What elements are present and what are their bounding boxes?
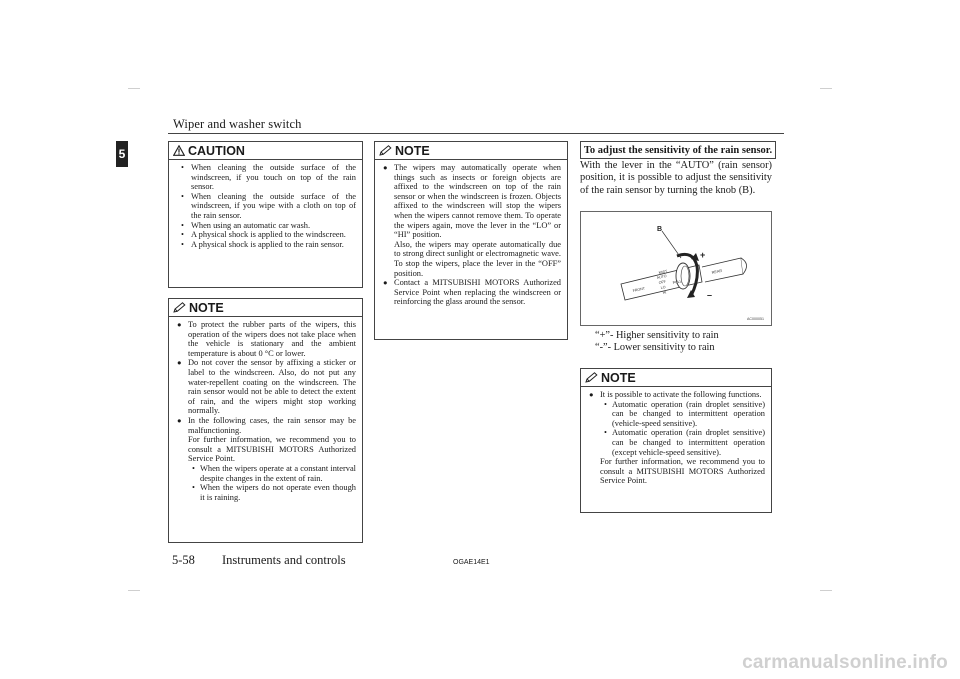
list-item: ● The wipers may automatically operate when things such as insects or foreign objects are affixed to the windscreen on top of the rain sensor or when the windscreen is frozen. Objects affixed to the windscreen will stop the wipers when the wipers cannot remove them. To operate the wipers again, move the lever in the “LO” or “HI” position. — [383, 163, 561, 240]
note-sublist — [188, 464, 356, 502]
note-box — [168, 298, 363, 543]
note-subitem: When the wipers operate at a constant interval despite changes in the extent of rain. — [200, 463, 356, 483]
caution-box — [168, 141, 363, 288]
list-item: • A physical shock is applied to the windscreen. — [181, 230, 356, 240]
section-paragraph: With the lever in the “AUTO” (rain sensor) position, it is possible to adjust the sensitivity of the rain sensor by turning the knob (B). — [580, 160, 772, 196]
note-sublist — [600, 400, 765, 458]
watermark: carmanualsonline.info — [742, 652, 948, 673]
note-pencil-icon — [379, 145, 392, 156]
note-body — [169, 317, 362, 506]
section-title: To adjust the sensitivity of the rain sensor. — [580, 141, 776, 159]
wiper-lever-illustration — [581, 212, 771, 325]
note-label: NOTE — [189, 300, 224, 315]
note-item: Do not cover the sensor by affixing a sticker or label to the windscreen. Also, do not put any water-repellent coating on the windscreen. The rain sensor would not be able to detect the extent of rain, and the wipers might stop working normally. — [188, 358, 356, 416]
list-item: ● Contact a MITSUBISHI MOTORS Authorized Service Point when replacing the windscreen or reinforcing the glass around the sensor. — [383, 278, 561, 307]
list-item: • When cleaning the outside surface of the windscreen, if you wipe with a cloth on top of the rain sensor. — [181, 191, 356, 220]
crop-mark — [128, 88, 140, 89]
sensitivity-lower: “-”- Lower sensitivity to rain — [595, 342, 715, 353]
note-subitem: Automatic operation (rain droplet sensitive) can be changed to intermittent operation (vehicle-speed sensitive). — [612, 399, 765, 428]
note-header — [375, 142, 567, 160]
caution-item: A physical shock is applied to the windscreen. — [191, 230, 346, 240]
note-subitem: Automatic operation (rain droplet sensitive) can be changed to intermittent operation (except vehicle-speed sensitive). — [612, 428, 765, 457]
text-off: OFF — [658, 279, 667, 285]
page-header-title: Wiper and washer switch — [173, 117, 302, 131]
note-body — [375, 160, 567, 311]
list-item: ● Do not cover the sensor by affixing a sticker or label to the windscreen. Also, do not put any water-repellent coating on the windscreen. The rain sensor would not be able to detect the extent of rain, and the wipers might stop working normally. — [177, 358, 356, 416]
chapter-tab: 5 — [116, 141, 128, 167]
text-hi: HI — [662, 290, 667, 295]
text-auto: AUTO — [656, 274, 667, 280]
note-item: It is possible to activate the following functions. — [600, 390, 762, 399]
label-minus: – — [707, 290, 713, 300]
note-subitem: When the wipers do not operate even though it is raining. — [200, 483, 356, 502]
warning-triangle-icon — [173, 145, 185, 156]
note-body — [581, 387, 771, 490]
caution-item: When cleaning the outside surface of the windscreen, if you wipe with a cloth on top of the rain sensor. — [191, 191, 356, 220]
text-mist: MIST — [658, 269, 668, 275]
note-pencil-icon — [173, 302, 186, 313]
list-item: • Automatic operation (rain droplet sensitive) can be changed to intermittent operation (except vehicle-speed sensitive). — [604, 428, 765, 457]
note-box — [580, 368, 772, 513]
figure-code: AC000051 — [747, 317, 764, 321]
note-item: To protect the rubber parts of the wipers, this operation of the wipers does not take place when the vehicle is stationary and the ambient temperature is about 0 °C or lower. — [188, 320, 356, 358]
caution-list — [169, 160, 362, 253]
note-label: NOTE — [601, 370, 636, 385]
sensitivity-higher: “+”- Higher sensitivity to rain — [595, 330, 719, 341]
note-item: Contact a MITSUBISHI MOTORS Authorized Service Point when replacing the windscreen or reinforcing the glass around the sensor. — [394, 278, 561, 307]
note-label: NOTE — [395, 143, 430, 158]
note-item: The wipers may automatically operate when things such as insects or foreign objects are affixed to the windscreen on top of the rain sensor or when the windscreen is frozen. Objects affixed to the windscreen will stop the wipers when the wipers cannot remove them. To operate the wipers again, move the lever in the “LO” or “HI” position. — [394, 163, 561, 240]
note-header — [581, 369, 771, 387]
page-number: 5-58 — [172, 553, 195, 567]
leader-line-b — [662, 231, 681, 258]
text-lo: LO — [660, 285, 666, 290]
note-item: In the following cases, the rain sensor may be malfunctioning. — [188, 415, 356, 435]
note-pencil-icon — [585, 372, 598, 383]
note-continuation: Also, the wipers may operate automatically due to strong direct sunlight or electromagnetic wave. To stop the wipers, place the lever in the “OFF” position. — [394, 239, 561, 278]
list-item: • When the wipers do not operate even though it is raining. — [192, 483, 356, 502]
text-pull: PULL — [672, 279, 683, 285]
list-item: • A physical shock is applied to the rain sensor. — [181, 240, 356, 250]
caution-header — [169, 142, 362, 160]
list-item: • Automatic operation (rain droplet sensitive) can be changed to intermittent operation (vehicle-speed sensitive). — [604, 399, 765, 428]
note-header — [169, 299, 362, 317]
text-rear: REAR — [711, 268, 723, 275]
caution-label: CAUTION — [188, 143, 245, 158]
note-box — [374, 141, 568, 340]
note-continuation: For further information, we recommend you to consult a MITSUBISHI MOTORS Authorized Service Point. — [600, 457, 765, 486]
footer-section-name: Instruments and controls — [222, 553, 346, 567]
label-b: B — [657, 226, 663, 233]
label-plus: + — [700, 250, 706, 260]
caution-item: When using an automatic car wash. — [191, 220, 311, 230]
list-item: ● It is possible to activate the following functions. — [589, 390, 765, 400]
crop-mark — [820, 590, 832, 591]
list-item: • When using an automatic car wash. — [181, 221, 356, 231]
header-rule — [168, 133, 784, 134]
document-code: OGAE14E1 — [453, 559, 490, 566]
crop-mark — [820, 88, 832, 89]
caution-item: When cleaning the outside surface of the windscreen, if you touch on top of the rain sensor. — [191, 163, 356, 192]
list-item: ● In the following cases, the rain sensor may be malfunctioning. — [177, 415, 356, 435]
list-item: ● To protect the rubber parts of the wipers, this operation of the wipers does not take place when the vehicle is stationary and the ambient temperature is about 0 °C or lower. — [177, 320, 356, 358]
list-item: • When cleaning the outside surface of the windscreen, if you touch on top of the rain sensor. — [181, 163, 356, 192]
caution-item: A physical shock is applied to the rain sensor. — [191, 239, 344, 249]
list-item: • When the wipers operate at a constant interval despite changes in the extent of rain. — [192, 463, 356, 483]
crop-mark — [128, 590, 140, 591]
note-continuation: For further information, we recommend you to consult a MITSUBISHI MOTORS Authorized Service Point. — [188, 435, 356, 464]
text-front: FRONT — [632, 286, 646, 293]
lever-shaft — [702, 258, 743, 282]
wiper-lever-figure — [580, 211, 772, 326]
